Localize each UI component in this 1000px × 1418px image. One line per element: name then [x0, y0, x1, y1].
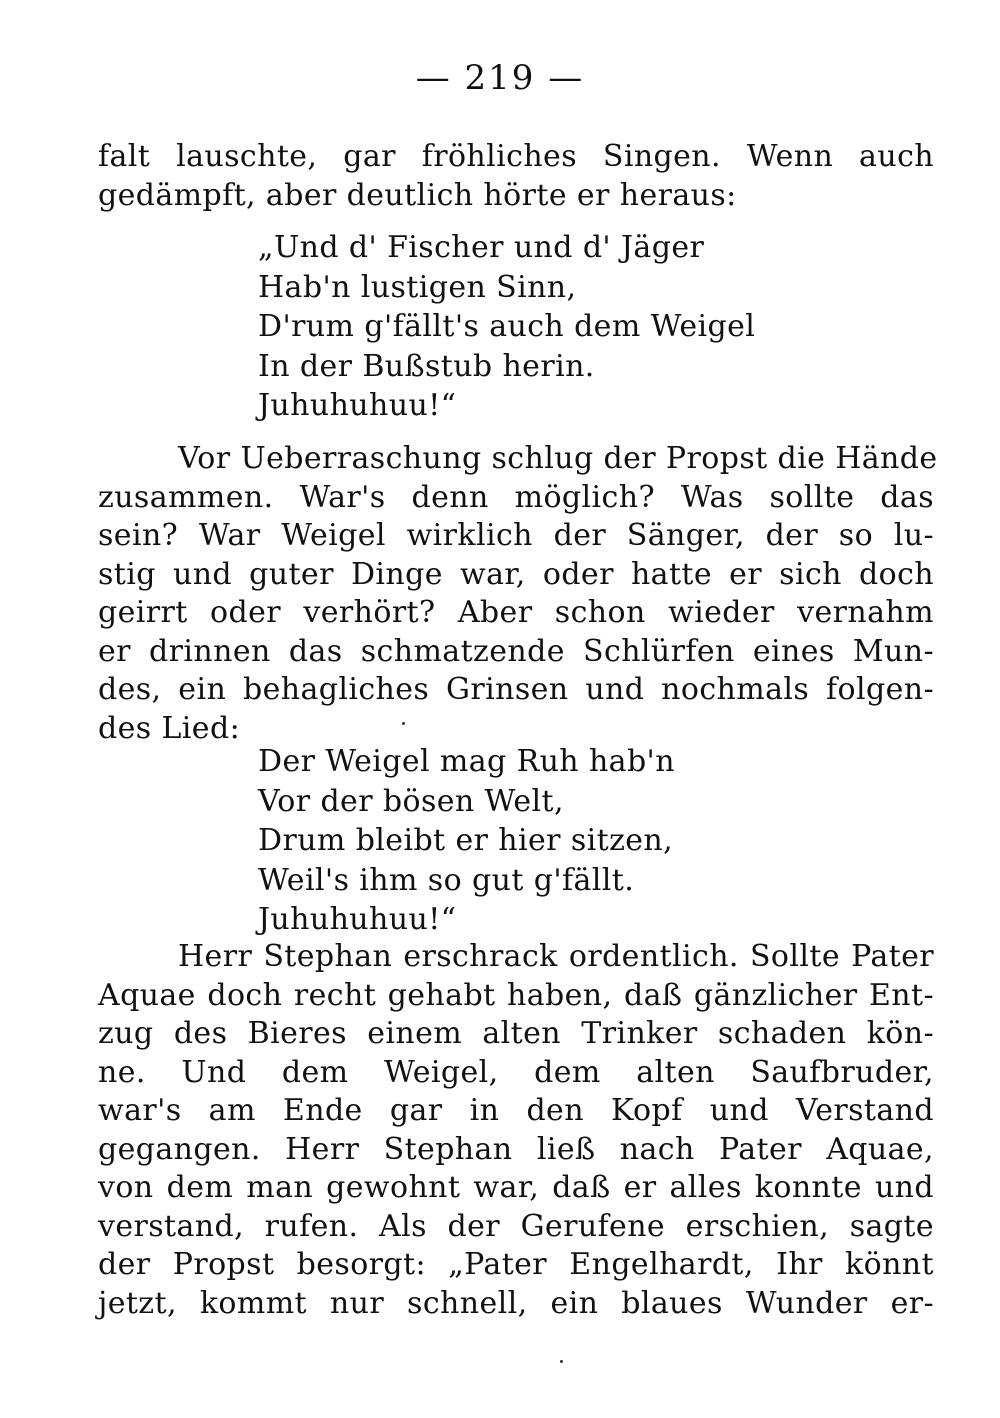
text-line: geirrt oder verhört? Aber schon wieder vernahm — [98, 595, 934, 630]
song-verse-2 — [98, 742, 934, 940]
text-line: zug des Bieres einem alten Trinker schaden kön- — [98, 1016, 934, 1051]
text-line: stig und guter Dinge war, oder hatte er sich doch — [98, 556, 934, 592]
scan-speck — [560, 1360, 563, 1363]
verse-line: Der Weigel mag Ruh hab'n — [258, 744, 675, 779]
verse-line: D'rum g'fällt's auch dem Weigel — [258, 309, 756, 344]
verse-line: Hab'n lustigen Sinn, — [258, 269, 577, 305]
paragraph-3 — [98, 938, 934, 1323]
verse-line: Juhuhuhuu!“ — [258, 388, 457, 423]
song-verse-1 — [98, 228, 934, 426]
text-line: Herr Stephan erschrack ordentlich. Sollte Pater — [178, 939, 934, 974]
verse-line: Juhuhuhuu!“ — [258, 902, 457, 937]
text-line: von dem man gewohnt war, daß er alles konnte und — [98, 1170, 934, 1205]
text-line: er drinnen das schmatzende Schlürfen eines Mun- — [98, 633, 934, 669]
text-line: des Lied: — [98, 710, 241, 746]
text-line: der Propst besorgt: „Pater Engelhardt, Ihr könnt — [98, 1247, 934, 1282]
text-line: Vor Ueberraschung schlug der Propst die Hände — [178, 441, 938, 476]
text-line: zusammen. War's denn möglich? Was sollte das — [98, 479, 934, 515]
scan-speck — [402, 722, 405, 725]
text-line: verstand, rufen. Als der Gerufene erschien, sagte — [98, 1208, 934, 1244]
text-line: jetzt, kommt nur schnell, ein blaues Wunder er- — [98, 1285, 934, 1321]
text-line: war's am Ende gar in den Kopf und Verstand — [98, 1093, 934, 1128]
text-line: Aquae doch recht gehabt haben, daß gänzlicher Ent- — [98, 977, 934, 1013]
verse-line: „Und d' Fischer und d' Jäger — [258, 230, 705, 265]
verse-line: Drum bleibt er hier sitzen, — [258, 823, 674, 858]
paragraph-2 — [98, 440, 938, 748]
page-number: — 219 — — [415, 58, 585, 98]
text-line: gegangen. Herr Stephan ließ nach Pater Aquae, — [98, 1131, 934, 1167]
text-line: gedämpft, aber deutlich hörte er heraus: — [98, 177, 737, 213]
verse-line: Weil's ihm so gut g'fällt. — [258, 862, 635, 898]
verse-line: Vor der bösen Welt, — [258, 783, 564, 819]
verse-line: In der Bußstub herin. — [258, 348, 595, 384]
text-line: ne. Und dem Weigel, dem alten Saufbruder, — [98, 1054, 934, 1090]
text-line: falt lauschte, gar fröhliches Singen. Wenn auch — [98, 139, 934, 174]
paragraph-1 — [98, 138, 934, 215]
text-line: sein? War Weigel wirklich der Sänger, der so lu- — [98, 518, 934, 553]
text-line: des, ein behagliches Grinsen und nochmals folgen- — [98, 672, 934, 707]
